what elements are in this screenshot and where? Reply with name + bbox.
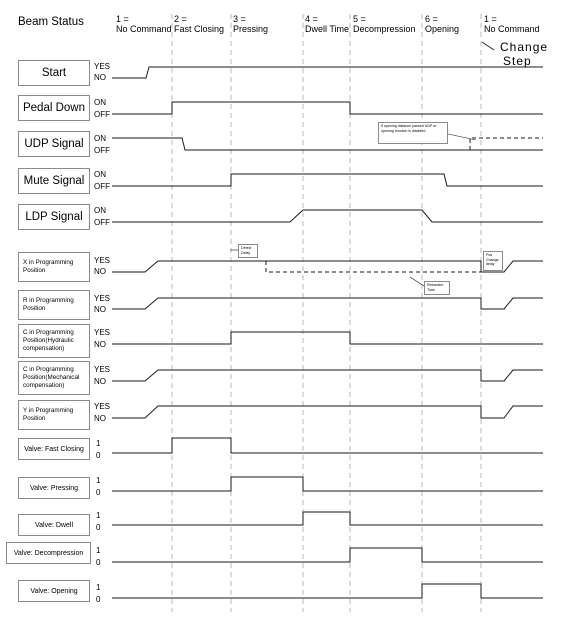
level-hi-udp-signal: ON (94, 134, 106, 143)
trace-y-position (112, 406, 543, 418)
beam-status-title: Beam Status (18, 16, 84, 28)
phase-label: No Command (116, 24, 172, 34)
signal-label-valve-opening: Valve: Opening (18, 580, 90, 602)
trace-x-position (112, 261, 543, 272)
udp-note-box: If opening distance passed UDP or opening function is disabled (378, 122, 448, 144)
signal-traces (112, 67, 543, 598)
signal-label-c-hydraulic: C in Programming Position(Hydraulic compensation) (18, 324, 90, 358)
level-hi-valve-fast-closing: 1 (96, 439, 101, 448)
detect-delay-box: Detect Delay (238, 244, 258, 258)
level-hi-valve-pressing: 1 (96, 476, 101, 485)
trace-start (112, 67, 543, 78)
phase-number: 4 = (305, 14, 318, 24)
level-hi-ldp-signal: ON (94, 206, 106, 215)
level-lo-valve-fast-closing: 0 (96, 451, 101, 460)
level-lo-r-position: NO (94, 305, 106, 314)
phase-header-1 (116, 14, 172, 34)
level-hi-mute-signal: ON (94, 170, 106, 179)
signal-label-r-position: R in Programming Position (18, 290, 90, 320)
signal-label-valve-decompression: Valve: Decompression (6, 542, 91, 564)
change-step-label (500, 40, 548, 68)
phase-number: 6 = (425, 14, 438, 24)
level-hi-y-position: YES (94, 402, 111, 411)
annotation-arrows (230, 42, 494, 286)
phase-number: 2 = (174, 14, 187, 24)
level-hi-x-position: YES (94, 256, 111, 265)
trace-pedal-down (112, 102, 543, 114)
level-lo-c-hydraulic: NO (94, 340, 106, 349)
signal-label-udp-signal: UDP Signal (18, 131, 90, 157)
trace-ldp-signal (112, 210, 543, 222)
trace-valve-fast-closing (112, 438, 543, 453)
level-lo-udp-signal: OFF (94, 146, 110, 155)
trace-valve-opening (112, 584, 543, 598)
phase-header-2 (174, 14, 224, 34)
phase-number: 5 = (353, 14, 366, 24)
phase-label: Fast Closing (174, 24, 225, 34)
level-lo-valve-dwell: 0 (96, 523, 101, 532)
change-step-line1: Change (500, 40, 549, 54)
signal-label-valve-pressing: Valve: Pressing (18, 477, 90, 499)
trace-x-retraction-dashed (266, 261, 481, 272)
level-lo-valve-opening: 0 (96, 595, 101, 604)
trace-r-position (112, 298, 543, 309)
level-hi-valve-opening: 1 (96, 583, 101, 592)
trace-valve-decompression (112, 548, 543, 562)
phase-label: Dwell Time (305, 24, 350, 34)
pos-change-delay-box: Pos Change delay (483, 251, 503, 271)
level-hi-c-mechanical: YES (94, 365, 111, 374)
phase-number: 1 = (116, 14, 129, 24)
level-hi-c-hydraulic: YES (94, 328, 111, 337)
level-lo-pedal-down: OFF (94, 110, 110, 119)
signal-label-valve-fast-closing: Valve: Fast Closing (18, 438, 90, 460)
level-hi-valve-dwell: 1 (96, 511, 101, 520)
level-lo-valve-pressing: 0 (96, 488, 101, 497)
signal-label-x-position: X in Programming Position (18, 252, 90, 282)
phase-label: Decompression (353, 24, 416, 34)
trace-valve-pressing (112, 477, 543, 491)
phase-label: Opening (425, 24, 460, 34)
level-lo-mute-signal: OFF (94, 182, 110, 191)
signal-label-ldp-signal: LDP Signal (18, 204, 90, 230)
level-lo-valve-decompression: 0 (96, 558, 101, 567)
signal-label-mute-signal: Mute Signal (18, 168, 90, 194)
level-lo-y-position: NO (94, 414, 106, 423)
phase-label: Pressing (233, 24, 269, 34)
signal-label-c-mechanical: C in Programming Position(Mechanical compensation) (18, 361, 90, 395)
signal-label-valve-dwell: Valve: Dwell (18, 514, 90, 536)
level-hi-valve-decompression: 1 (96, 546, 101, 555)
trace-mute-signal (112, 174, 543, 186)
change-step-arrow (482, 42, 494, 50)
phase-dividers (172, 14, 481, 612)
phase-header-5 (353, 14, 416, 34)
phase-number: 1 = (484, 14, 497, 24)
level-lo-x-position: NO (94, 267, 106, 276)
phase-header-3 (233, 14, 268, 34)
change-step-line2: Step (503, 54, 532, 68)
signal-label-pedal-down: Pedal Down (18, 95, 90, 121)
phase-number: 3 = (233, 14, 246, 24)
trace-c-hydraulic (112, 332, 543, 344)
retraction-time-box: Retraction Time (424, 281, 450, 295)
signal-label-y-position: Y in Programming Position (18, 400, 90, 430)
trace-valve-dwell (112, 512, 543, 525)
udp-note-arrow (448, 134, 476, 140)
level-hi-r-position: YES (94, 294, 111, 303)
phase-header-4 (305, 14, 349, 34)
level-lo-ldp-signal: OFF (94, 218, 110, 227)
level-hi-pedal-down: ON (94, 98, 106, 107)
trace-c-mechanical (112, 370, 543, 381)
trace-udp-signal (112, 138, 543, 150)
phase-header-6 (425, 14, 459, 34)
level-hi-start: YES (94, 62, 111, 71)
signal-label-start: Start (18, 60, 90, 86)
level-lo-start: NO (94, 73, 106, 82)
level-lo-c-mechanical: NO (94, 377, 106, 386)
phase-label: No Command (484, 24, 540, 34)
phase-header-7 (484, 14, 540, 34)
